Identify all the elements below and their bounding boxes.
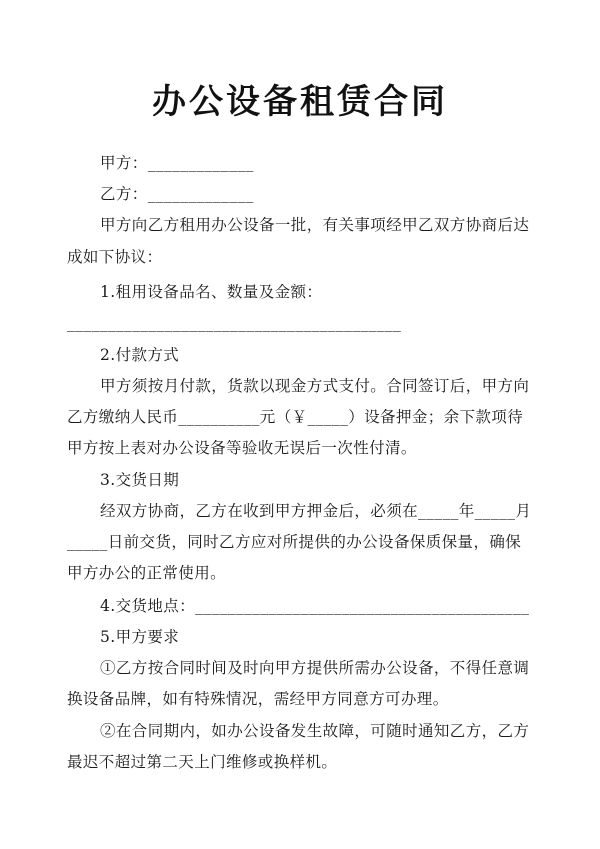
clause-2-line-3: 甲方按上表对办公设备等验收无误后一次性付清。 [67, 439, 417, 457]
intro-paragraph-line-2: 成如下协议： [67, 248, 163, 266]
document-title: 办公设备租赁合同 [152, 82, 448, 122]
intro-paragraph-line-1: 甲方向乙方租用办公设备一批，有关事项经甲乙双方协商后达 [100, 216, 530, 234]
clause-1-heading: 1.租用设备品名、数量及金额： [100, 283, 323, 301]
party-a-line: 甲方：_____________ [100, 154, 254, 172]
clause-5-heading: 5.甲方要求 [100, 628, 180, 646]
party-b-line: 乙方：_____________ [100, 185, 254, 203]
clause-5-item-1-line-1: ①乙方按合同时间及时向甲方提供所需办公设备，不得任意调 [100, 659, 530, 677]
clause-2-line-2: 乙方缴纳人民币__________元（￥_____）设备押金；余下款项待 [67, 408, 524, 426]
clause-5-item-2-line-1: ②在合同期内，如办公设备发生故障，可随时通知乙方，乙方 [100, 722, 530, 740]
clause-3-line-3: 甲方办公的正常使用。 [67, 564, 227, 582]
clause-5-item-1-line-2: 换设备品牌，如有特殊情况，需经甲方同意方可办理。 [67, 690, 449, 708]
clause-4-delivery-location: 4.交货地点：_________________________________________ [100, 597, 530, 615]
clause-5-item-2-line-2: 最迟不超过第二天上门维修或换样机。 [67, 753, 338, 771]
clause-2-heading: 2.付款方式 [100, 346, 180, 364]
clause-3-line-2: _____日前交货，同时乙方应对所提供的办公设备保质保量，确保 [67, 533, 522, 551]
clause-2-line-1: 甲方须按月付款，货款以现金方式支付。合同签订后，甲方向 [100, 377, 530, 395]
clause-3-line-1: 经双方协商，乙方在收到甲方押金后，必须在_____年_____月 [100, 502, 532, 520]
clause-3-heading: 3.交货日期 [100, 471, 180, 489]
clause-1-blank-line: _________________________________________ [67, 314, 402, 332]
